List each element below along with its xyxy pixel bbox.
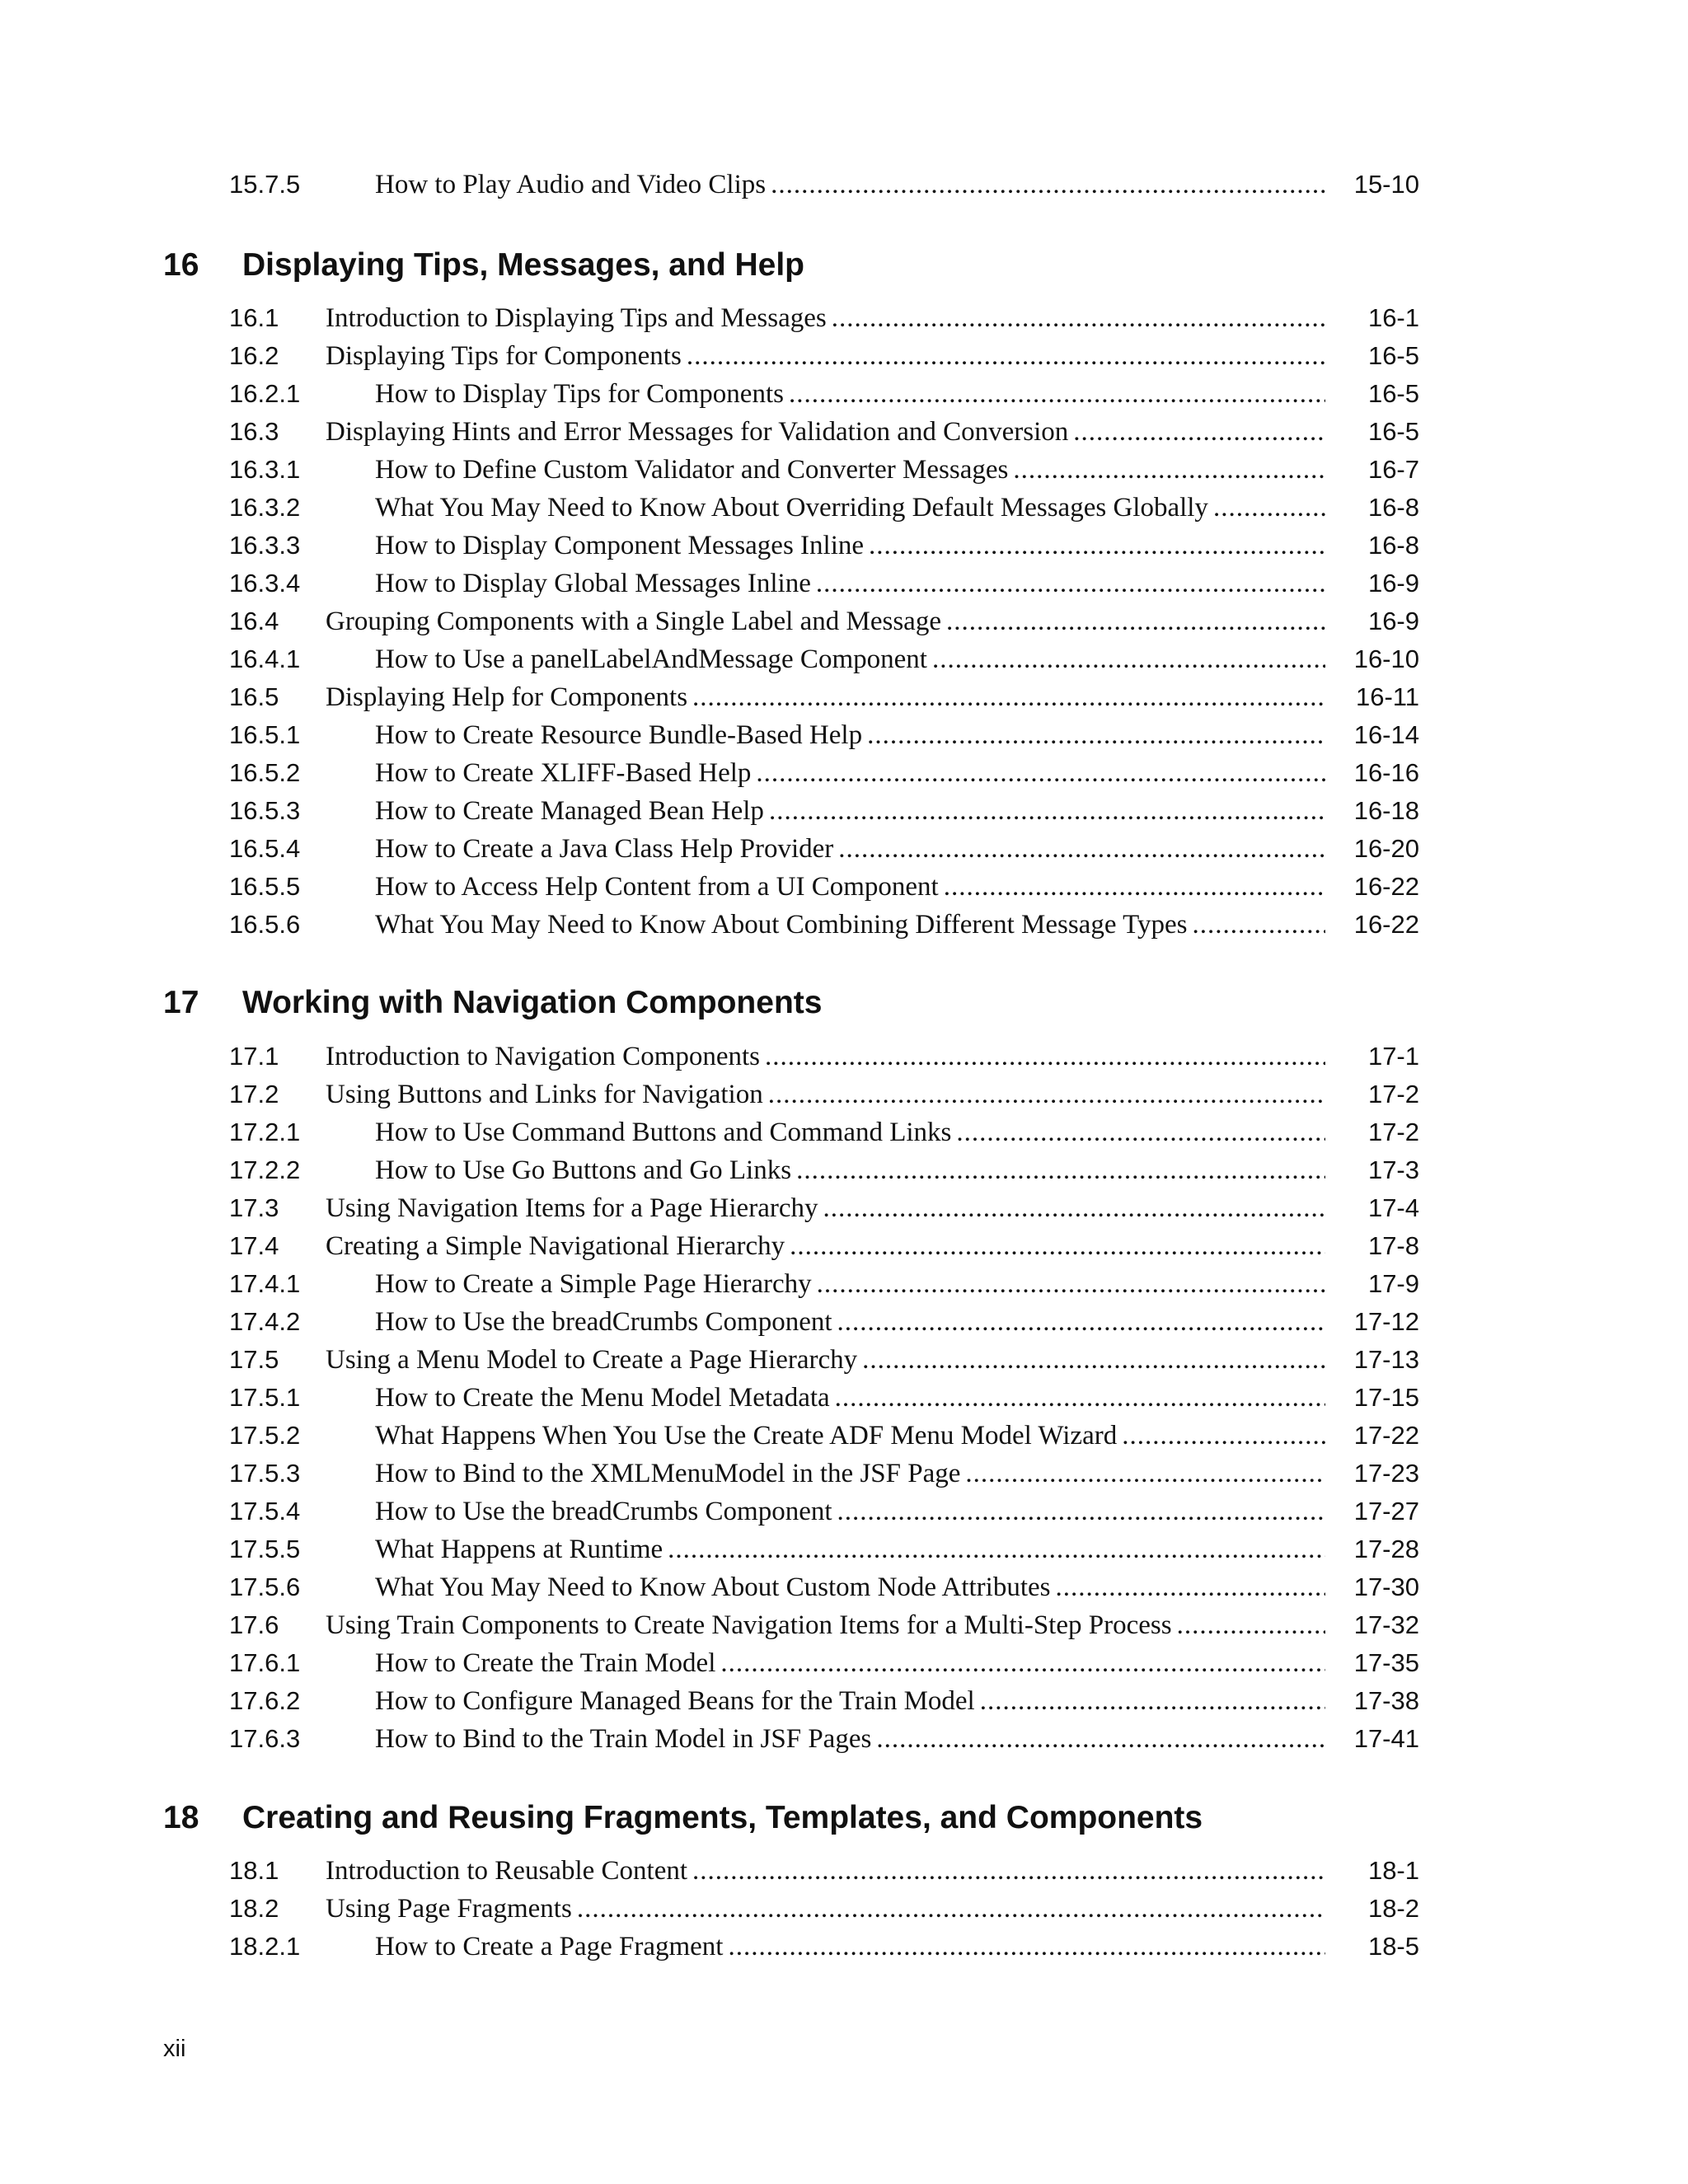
toc-entry[interactable] bbox=[229, 1894, 1419, 1932]
dot-leader bbox=[789, 379, 1325, 410]
dot-leader bbox=[965, 1459, 1325, 1489]
entry-page: 16-7 bbox=[1367, 455, 1419, 484]
dot-leader bbox=[946, 607, 1325, 637]
dot-leader bbox=[577, 1894, 1325, 1924]
dot-leader bbox=[838, 834, 1325, 865]
entry-title: How to Create Resource Bundle-Based Help bbox=[375, 720, 867, 751]
entry-page: 17-8 bbox=[1367, 1231, 1419, 1260]
entry-title: Using Page Fragments bbox=[326, 1894, 577, 1924]
entry-title: What Happens at Runtime bbox=[375, 1535, 668, 1565]
entry-page: 17-9 bbox=[1367, 1269, 1419, 1298]
dot-leader bbox=[837, 1307, 1325, 1338]
entry-page: 17-22 bbox=[1353, 1421, 1419, 1450]
dot-leader bbox=[771, 170, 1325, 200]
entry-title: How to Display Tips for Components bbox=[375, 379, 789, 410]
entry-number: 17.4.1 bbox=[229, 1269, 301, 1298]
entry-number: 17.2 bbox=[229, 1080, 279, 1108]
toc-entry[interactable] bbox=[229, 417, 1419, 455]
toc-entry[interactable] bbox=[229, 170, 1419, 208]
entry-page: 17-4 bbox=[1367, 1193, 1419, 1222]
entry-title: How to Display Global Messages Inline bbox=[375, 569, 816, 599]
entry-number: 17.5.1 bbox=[229, 1383, 301, 1412]
entry-title: How to Create the Menu Model Metadata bbox=[375, 1383, 835, 1413]
entry-number: 16.1 bbox=[229, 303, 279, 332]
dot-leader bbox=[1192, 910, 1325, 940]
entry-title: How to Bind to the Train Model in JSF Pages bbox=[375, 1724, 876, 1755]
dot-leader bbox=[816, 569, 1325, 599]
entry-title: How to Create a Page Fragment bbox=[375, 1932, 728, 1962]
entry-title: How to Bind to the XMLMenuModel in the JSF Page bbox=[375, 1459, 965, 1489]
dot-leader bbox=[769, 796, 1325, 827]
entry-page: 17-27 bbox=[1353, 1497, 1419, 1526]
entry-number: 17.5.4 bbox=[229, 1497, 301, 1526]
toc-entry[interactable] bbox=[229, 1118, 1419, 1155]
entry-title: How to Create the Train Model bbox=[375, 1648, 720, 1679]
toc-entry[interactable] bbox=[229, 682, 1419, 720]
toc-entry[interactable] bbox=[229, 1497, 1419, 1535]
dot-leader bbox=[796, 1155, 1325, 1186]
entry-number: 15.7.5 bbox=[229, 170, 301, 199]
entry-page: 16-5 bbox=[1367, 379, 1419, 408]
toc-entry[interactable] bbox=[229, 834, 1419, 872]
entry-page: 16-8 bbox=[1367, 493, 1419, 522]
entry-number: 16.2 bbox=[229, 341, 279, 370]
entry-number: 16.5.5 bbox=[229, 872, 301, 901]
chapter-title: Working with Navigation Components bbox=[242, 985, 823, 1020]
entry-title: How to Use Command Buttons and Command Links bbox=[375, 1118, 956, 1148]
dot-leader bbox=[668, 1535, 1325, 1565]
chapter-heading bbox=[163, 1800, 1203, 1836]
entry-page: 16-20 bbox=[1353, 834, 1419, 863]
entry-page: 17-15 bbox=[1353, 1383, 1419, 1412]
entry-title: Using Train Components to Create Navigation Items for a Multi-Step Process bbox=[326, 1610, 1177, 1641]
entry-title: How to Play Audio and Video Clips bbox=[375, 170, 771, 200]
entry-title: Displaying Help for Components bbox=[326, 682, 692, 713]
entry-title: What You May Need to Know About Combining Different Message Types bbox=[375, 910, 1192, 940]
dot-leader bbox=[835, 1383, 1325, 1413]
entry-number: 17.5.6 bbox=[229, 1572, 301, 1601]
entry-page: 18-1 bbox=[1367, 1856, 1419, 1885]
entry-page: 17-3 bbox=[1367, 1155, 1419, 1184]
entry-page: 17-38 bbox=[1353, 1686, 1419, 1715]
entry-page: 17-35 bbox=[1353, 1648, 1419, 1677]
entry-title: How to Create Managed Bean Help bbox=[375, 796, 769, 827]
entry-page: 16-9 bbox=[1367, 607, 1419, 635]
dot-leader bbox=[832, 303, 1325, 334]
chapter-title: Creating and Reusing Fragments, Templates, and Components bbox=[242, 1800, 1203, 1835]
toc-entry[interactable] bbox=[229, 1686, 1419, 1724]
toc-entry[interactable] bbox=[229, 341, 1419, 379]
toc-entry[interactable] bbox=[229, 1724, 1419, 1762]
toc-entry[interactable] bbox=[229, 644, 1419, 682]
entry-title: Introduction to Reusable Content bbox=[326, 1856, 692, 1886]
entry-title: Creating a Simple Navigational Hierarchy bbox=[326, 1231, 790, 1262]
toc-entry[interactable] bbox=[229, 607, 1419, 644]
entry-number: 18.2 bbox=[229, 1894, 279, 1923]
toc-entry[interactable] bbox=[229, 1231, 1419, 1269]
toc-entry[interactable] bbox=[229, 531, 1419, 569]
chapter-title: Displaying Tips, Messages, and Help bbox=[242, 247, 804, 283]
entry-page: 16-9 bbox=[1367, 569, 1419, 598]
entry-page: 17-1 bbox=[1367, 1042, 1419, 1071]
entry-number: 17.5.3 bbox=[229, 1459, 301, 1488]
entry-page: 16-18 bbox=[1353, 796, 1419, 825]
entry-number: 17.4 bbox=[229, 1231, 279, 1260]
toc-entry[interactable] bbox=[229, 1572, 1419, 1610]
dot-leader bbox=[692, 682, 1325, 713]
dot-leader bbox=[876, 1724, 1325, 1755]
entry-page: 17-2 bbox=[1367, 1080, 1419, 1108]
entry-page: 17-12 bbox=[1353, 1307, 1419, 1336]
dot-leader bbox=[756, 758, 1325, 789]
dot-leader bbox=[720, 1648, 1325, 1679]
entry-number: 16.3.2 bbox=[229, 493, 301, 522]
dot-leader bbox=[728, 1932, 1325, 1962]
entry-page: 16-5 bbox=[1367, 341, 1419, 370]
dot-leader bbox=[1213, 493, 1325, 523]
dot-leader bbox=[692, 1856, 1325, 1886]
entry-number: 17.5 bbox=[229, 1345, 279, 1374]
entry-page: 16-5 bbox=[1367, 417, 1419, 446]
dot-leader bbox=[956, 1118, 1325, 1148]
chapter-heading bbox=[163, 247, 804, 284]
entry-number: 17.3 bbox=[229, 1193, 279, 1222]
toc-entry[interactable] bbox=[229, 720, 1419, 758]
dot-leader bbox=[862, 1345, 1325, 1376]
entry-title: Displaying Hints and Error Messages for Validation and Conversion bbox=[326, 417, 1073, 448]
entry-title: Grouping Components with a Single Label and Message bbox=[326, 607, 946, 637]
dot-leader bbox=[1013, 455, 1325, 485]
entry-number: 17.1 bbox=[229, 1042, 279, 1071]
entry-title: Introduction to Displaying Tips and Messages bbox=[326, 303, 832, 334]
toc-entry[interactable] bbox=[229, 910, 1419, 948]
dot-leader bbox=[817, 1269, 1325, 1300]
toc-entry[interactable] bbox=[229, 1345, 1419, 1383]
entry-page: 16-22 bbox=[1353, 910, 1419, 939]
entry-title: What You May Need to Know About Custom Node Attributes bbox=[375, 1572, 1055, 1603]
entry-title: How to Use the breadCrumbs Component bbox=[375, 1497, 837, 1527]
entry-page: 17-41 bbox=[1353, 1724, 1419, 1753]
dot-leader bbox=[823, 1193, 1325, 1224]
entry-number: 17.5.2 bbox=[229, 1421, 301, 1450]
toc-entry[interactable] bbox=[229, 1648, 1419, 1686]
entry-number: 16.5.1 bbox=[229, 720, 301, 749]
toc-entry[interactable] bbox=[229, 455, 1419, 493]
entry-page: 17-28 bbox=[1353, 1535, 1419, 1563]
dot-leader bbox=[1177, 1610, 1325, 1641]
entry-page: 17-23 bbox=[1353, 1459, 1419, 1488]
dot-leader bbox=[765, 1042, 1325, 1072]
toc-entry[interactable] bbox=[229, 796, 1419, 834]
chapter-heading bbox=[163, 985, 822, 1021]
toc-entry[interactable] bbox=[229, 379, 1419, 417]
dot-leader bbox=[1073, 417, 1325, 448]
toc-entry[interactable] bbox=[229, 1042, 1419, 1080]
toc-entry[interactable] bbox=[229, 303, 1419, 341]
entry-page: 16-10 bbox=[1353, 644, 1419, 673]
entry-page: 17-30 bbox=[1353, 1572, 1419, 1601]
dot-leader bbox=[837, 1497, 1325, 1527]
dot-leader bbox=[867, 720, 1325, 751]
entry-number: 16.3.1 bbox=[229, 455, 301, 484]
entry-page: 16-14 bbox=[1353, 720, 1419, 749]
toc-entry[interactable] bbox=[229, 1383, 1419, 1421]
entry-title: How to Access Help Content from a UI Component bbox=[375, 872, 944, 902]
entry-page: 18-5 bbox=[1367, 1932, 1419, 1961]
entry-title: How to Define Custom Validator and Converter Messages bbox=[375, 455, 1013, 485]
entry-title: How to Create XLIFF-Based Help bbox=[375, 758, 756, 789]
entry-title: Using Navigation Items for a Page Hierarchy bbox=[326, 1193, 823, 1224]
toc-entry[interactable] bbox=[229, 1856, 1419, 1894]
entry-number: 16.4.1 bbox=[229, 644, 301, 673]
toc-entry[interactable] bbox=[229, 758, 1419, 796]
entry-page: 16-8 bbox=[1367, 531, 1419, 560]
chapter-number: 17 bbox=[163, 985, 199, 1020]
toc-entry[interactable] bbox=[229, 1269, 1419, 1307]
toc-entry[interactable] bbox=[229, 569, 1419, 607]
entry-page: 17-32 bbox=[1353, 1610, 1419, 1639]
entry-title: How to Use Go Buttons and Go Links bbox=[375, 1155, 796, 1186]
toc-entry[interactable] bbox=[229, 1307, 1419, 1345]
entry-number: 17.6.1 bbox=[229, 1648, 301, 1677]
entry-number: 16.5.6 bbox=[229, 910, 301, 939]
entry-title: How to Display Component Messages Inline bbox=[375, 531, 869, 561]
entry-page: 16-11 bbox=[1356, 682, 1419, 711]
toc-entry[interactable] bbox=[229, 872, 1419, 910]
entry-number: 18.2.1 bbox=[229, 1932, 301, 1961]
dot-leader bbox=[1122, 1421, 1325, 1451]
entry-number: 17.6.3 bbox=[229, 1724, 301, 1753]
entry-title: How to Create a Simple Page Hierarchy bbox=[375, 1269, 817, 1300]
toc-entry[interactable] bbox=[229, 1932, 1419, 1970]
entry-number: 16.5 bbox=[229, 682, 279, 711]
entry-page: 17-13 bbox=[1353, 1345, 1419, 1374]
dot-leader bbox=[944, 872, 1325, 902]
entry-number: 17.5.5 bbox=[229, 1535, 301, 1563]
entry-page: 16-22 bbox=[1353, 872, 1419, 901]
entry-number: 16.5.4 bbox=[229, 834, 301, 863]
toc-entry[interactable] bbox=[229, 1080, 1419, 1118]
chapter-number: 16 bbox=[163, 247, 199, 283]
entry-number: 16.5.3 bbox=[229, 796, 301, 825]
entry-page: 16-1 bbox=[1367, 303, 1419, 332]
entry-number: 17.6 bbox=[229, 1610, 279, 1639]
page-number: xii bbox=[163, 2036, 186, 2062]
entry-number: 16.3.3 bbox=[229, 531, 301, 560]
dot-leader bbox=[980, 1686, 1325, 1717]
toc-entry[interactable] bbox=[229, 1193, 1419, 1231]
entry-page: 17-2 bbox=[1367, 1118, 1419, 1146]
dot-leader bbox=[687, 341, 1325, 372]
dot-leader bbox=[790, 1231, 1325, 1262]
entry-number: 17.2.1 bbox=[229, 1118, 301, 1146]
entry-title: How to Create a Java Class Help Provider bbox=[375, 834, 838, 865]
entry-title: How to Use the breadCrumbs Component bbox=[375, 1307, 837, 1338]
entry-number: 18.1 bbox=[229, 1856, 279, 1885]
entry-number: 16.4 bbox=[229, 607, 279, 635]
toc-entry[interactable] bbox=[229, 1459, 1419, 1497]
entry-page: 18-2 bbox=[1367, 1894, 1419, 1923]
entry-page: 16-16 bbox=[1353, 758, 1419, 787]
toc-entry[interactable] bbox=[229, 493, 1419, 531]
entry-title: What You May Need to Know About Overriding Default Messages Globally bbox=[375, 493, 1213, 523]
toc-entry[interactable] bbox=[229, 1610, 1419, 1648]
dot-leader bbox=[932, 644, 1325, 675]
entry-title: How to Use a panelLabelAndMessage Component bbox=[375, 644, 932, 675]
toc-entry[interactable] bbox=[229, 1421, 1419, 1459]
entry-title: What Happens When You Use the Create ADF Menu Model Wizard bbox=[375, 1421, 1122, 1451]
entry-number: 16.3.4 bbox=[229, 569, 301, 598]
entry-title: Using Buttons and Links for Navigation bbox=[326, 1080, 768, 1110]
toc-entry[interactable] bbox=[229, 1535, 1419, 1572]
entry-number: 17.6.2 bbox=[229, 1686, 301, 1715]
entry-title: How to Configure Managed Beans for the Train Model bbox=[375, 1686, 980, 1717]
dot-leader bbox=[768, 1080, 1325, 1110]
toc-entry[interactable] bbox=[229, 1155, 1419, 1193]
entry-number: 16.3 bbox=[229, 417, 279, 446]
entry-number: 17.2.2 bbox=[229, 1155, 301, 1184]
entry-number: 16.5.2 bbox=[229, 758, 301, 787]
entry-title: Displaying Tips for Components bbox=[326, 341, 687, 372]
entry-number: 16.2.1 bbox=[229, 379, 301, 408]
dot-leader bbox=[869, 531, 1325, 561]
chapter-number: 18 bbox=[163, 1800, 199, 1835]
dot-leader bbox=[1055, 1572, 1325, 1603]
entry-title: Introduction to Navigation Components bbox=[326, 1042, 765, 1072]
entry-page: 15-10 bbox=[1353, 170, 1419, 199]
entry-title: Using a Menu Model to Create a Page Hierarchy bbox=[326, 1345, 862, 1376]
entry-number: 17.4.2 bbox=[229, 1307, 301, 1336]
